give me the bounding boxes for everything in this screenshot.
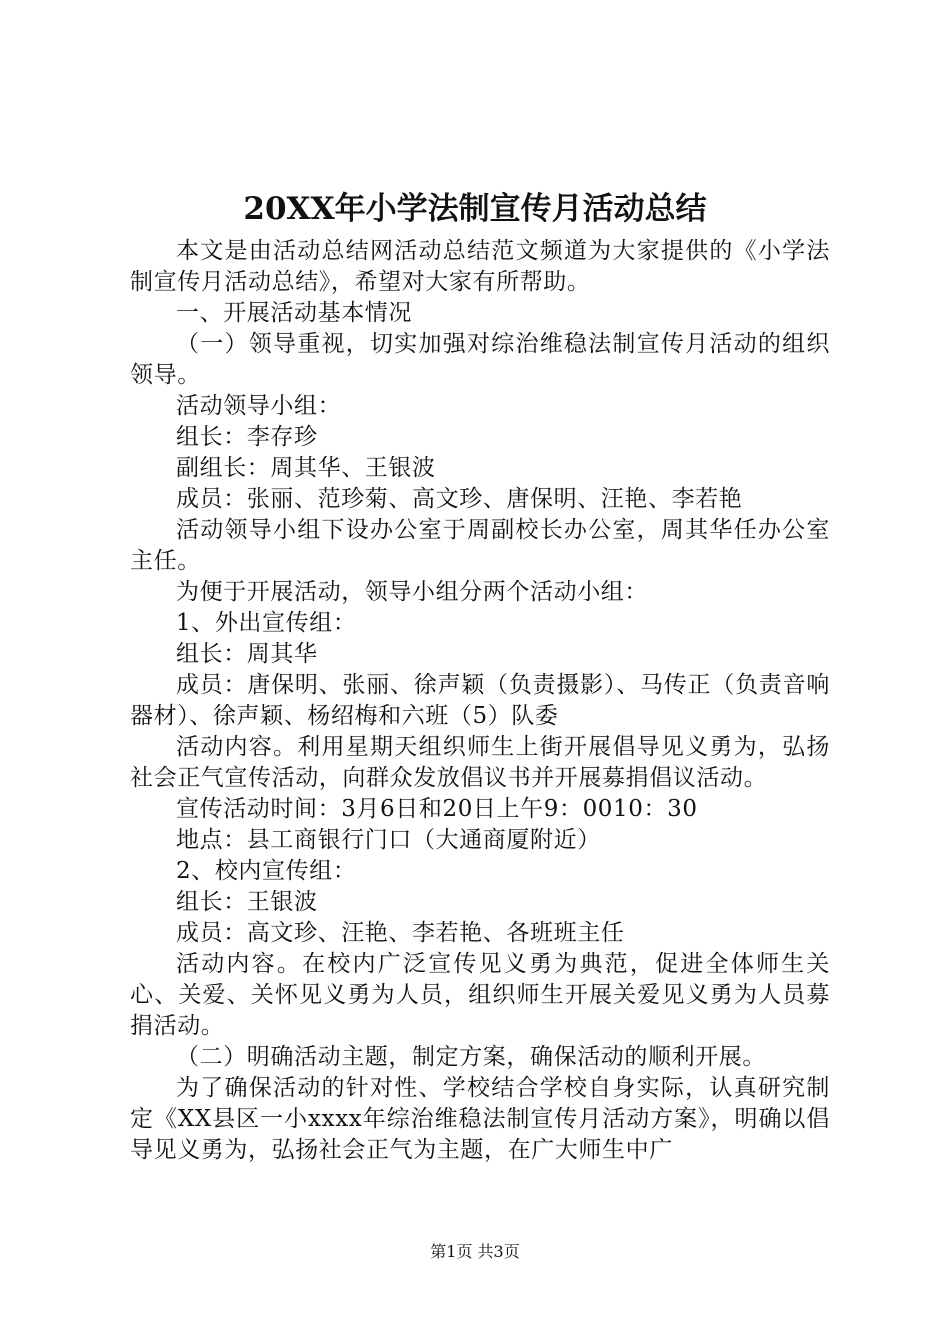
paragraph: 组长：周其华 [176, 641, 318, 667]
section-heading: 一、开展活动基本情况 [176, 300, 412, 326]
document-body [130, 236, 830, 1166]
paragraph: 成员：高文珍、汪艳、李若艳、各班班主任 [176, 920, 625, 946]
paragraph: 1、外出宣传组： [176, 610, 357, 636]
paragraph: 2、校内宣传组： [176, 858, 357, 884]
paragraph: 组长：李存珍 [176, 424, 318, 450]
paragraph: 为便于开展活动，领导小组分两个活动小组： [176, 579, 648, 605]
page-footer: 第1页 共3页 [430, 1242, 520, 1261]
paragraph: 成员：张丽、范珍菊、高文珍、唐保明、汪艳、李若艳 [176, 486, 743, 512]
paragraph: 副组长：周其华、王银波 [176, 455, 436, 481]
paragraph: 地点：县工商银行门口（大通商厦附近） [176, 827, 601, 853]
document-title: 20XX年小学法制宣传月活动总结 [243, 191, 707, 227]
paragraph: 成员：唐保明、张丽、徐声颖（负责摄影）、马传正（负责音响器材）、徐声颖、杨绍梅和六班（5）队委 [130, 672, 830, 729]
paragraph: 活动领导小组下设办公室于周副校长办公室，周其华任办公室主任。 [130, 517, 830, 574]
paragraph: 本文是由活动总结网活动总结范文频道为大家提供的《小学法制宣传月活动总结》，希望对大家有所帮助。 [130, 238, 830, 295]
paragraph: 组长：王银波 [176, 889, 318, 915]
subsection-heading: （一）领导重视，切实加强对综治维稳法制宣传月活动的组织领导。 [130, 331, 830, 388]
paragraph: 宣传活动时间：3月6日和20日上午9：0010：30 [176, 796, 698, 822]
paragraph: 活动领导小组： [176, 393, 342, 419]
subsection-heading: （二）明确活动主题，制定方案，确保活动的顺利开展。 [176, 1044, 766, 1070]
paragraph: 活动内容。在校内广泛宣传见义勇为典范，促进全体师生关心、关爱、关怀见义勇为人员，组织师生开展关爱见义勇为人员募捐活动。 [130, 951, 830, 1039]
paragraph: 为了确保活动的针对性、学校结合学校自身实际，认真研究制定《XX县区一小xxxx年综治维稳法制宣传月活动方案》，明确以倡导见义勇为，弘扬社会正气为主题，在广大师生中广 [130, 1075, 830, 1163]
paragraph: 活动内容。利用星期天组织师生上街开展倡导见义勇为，弘扬社会正气宣传活动，向群众发放倡议书并开展募捐倡议活动。 [130, 734, 830, 791]
